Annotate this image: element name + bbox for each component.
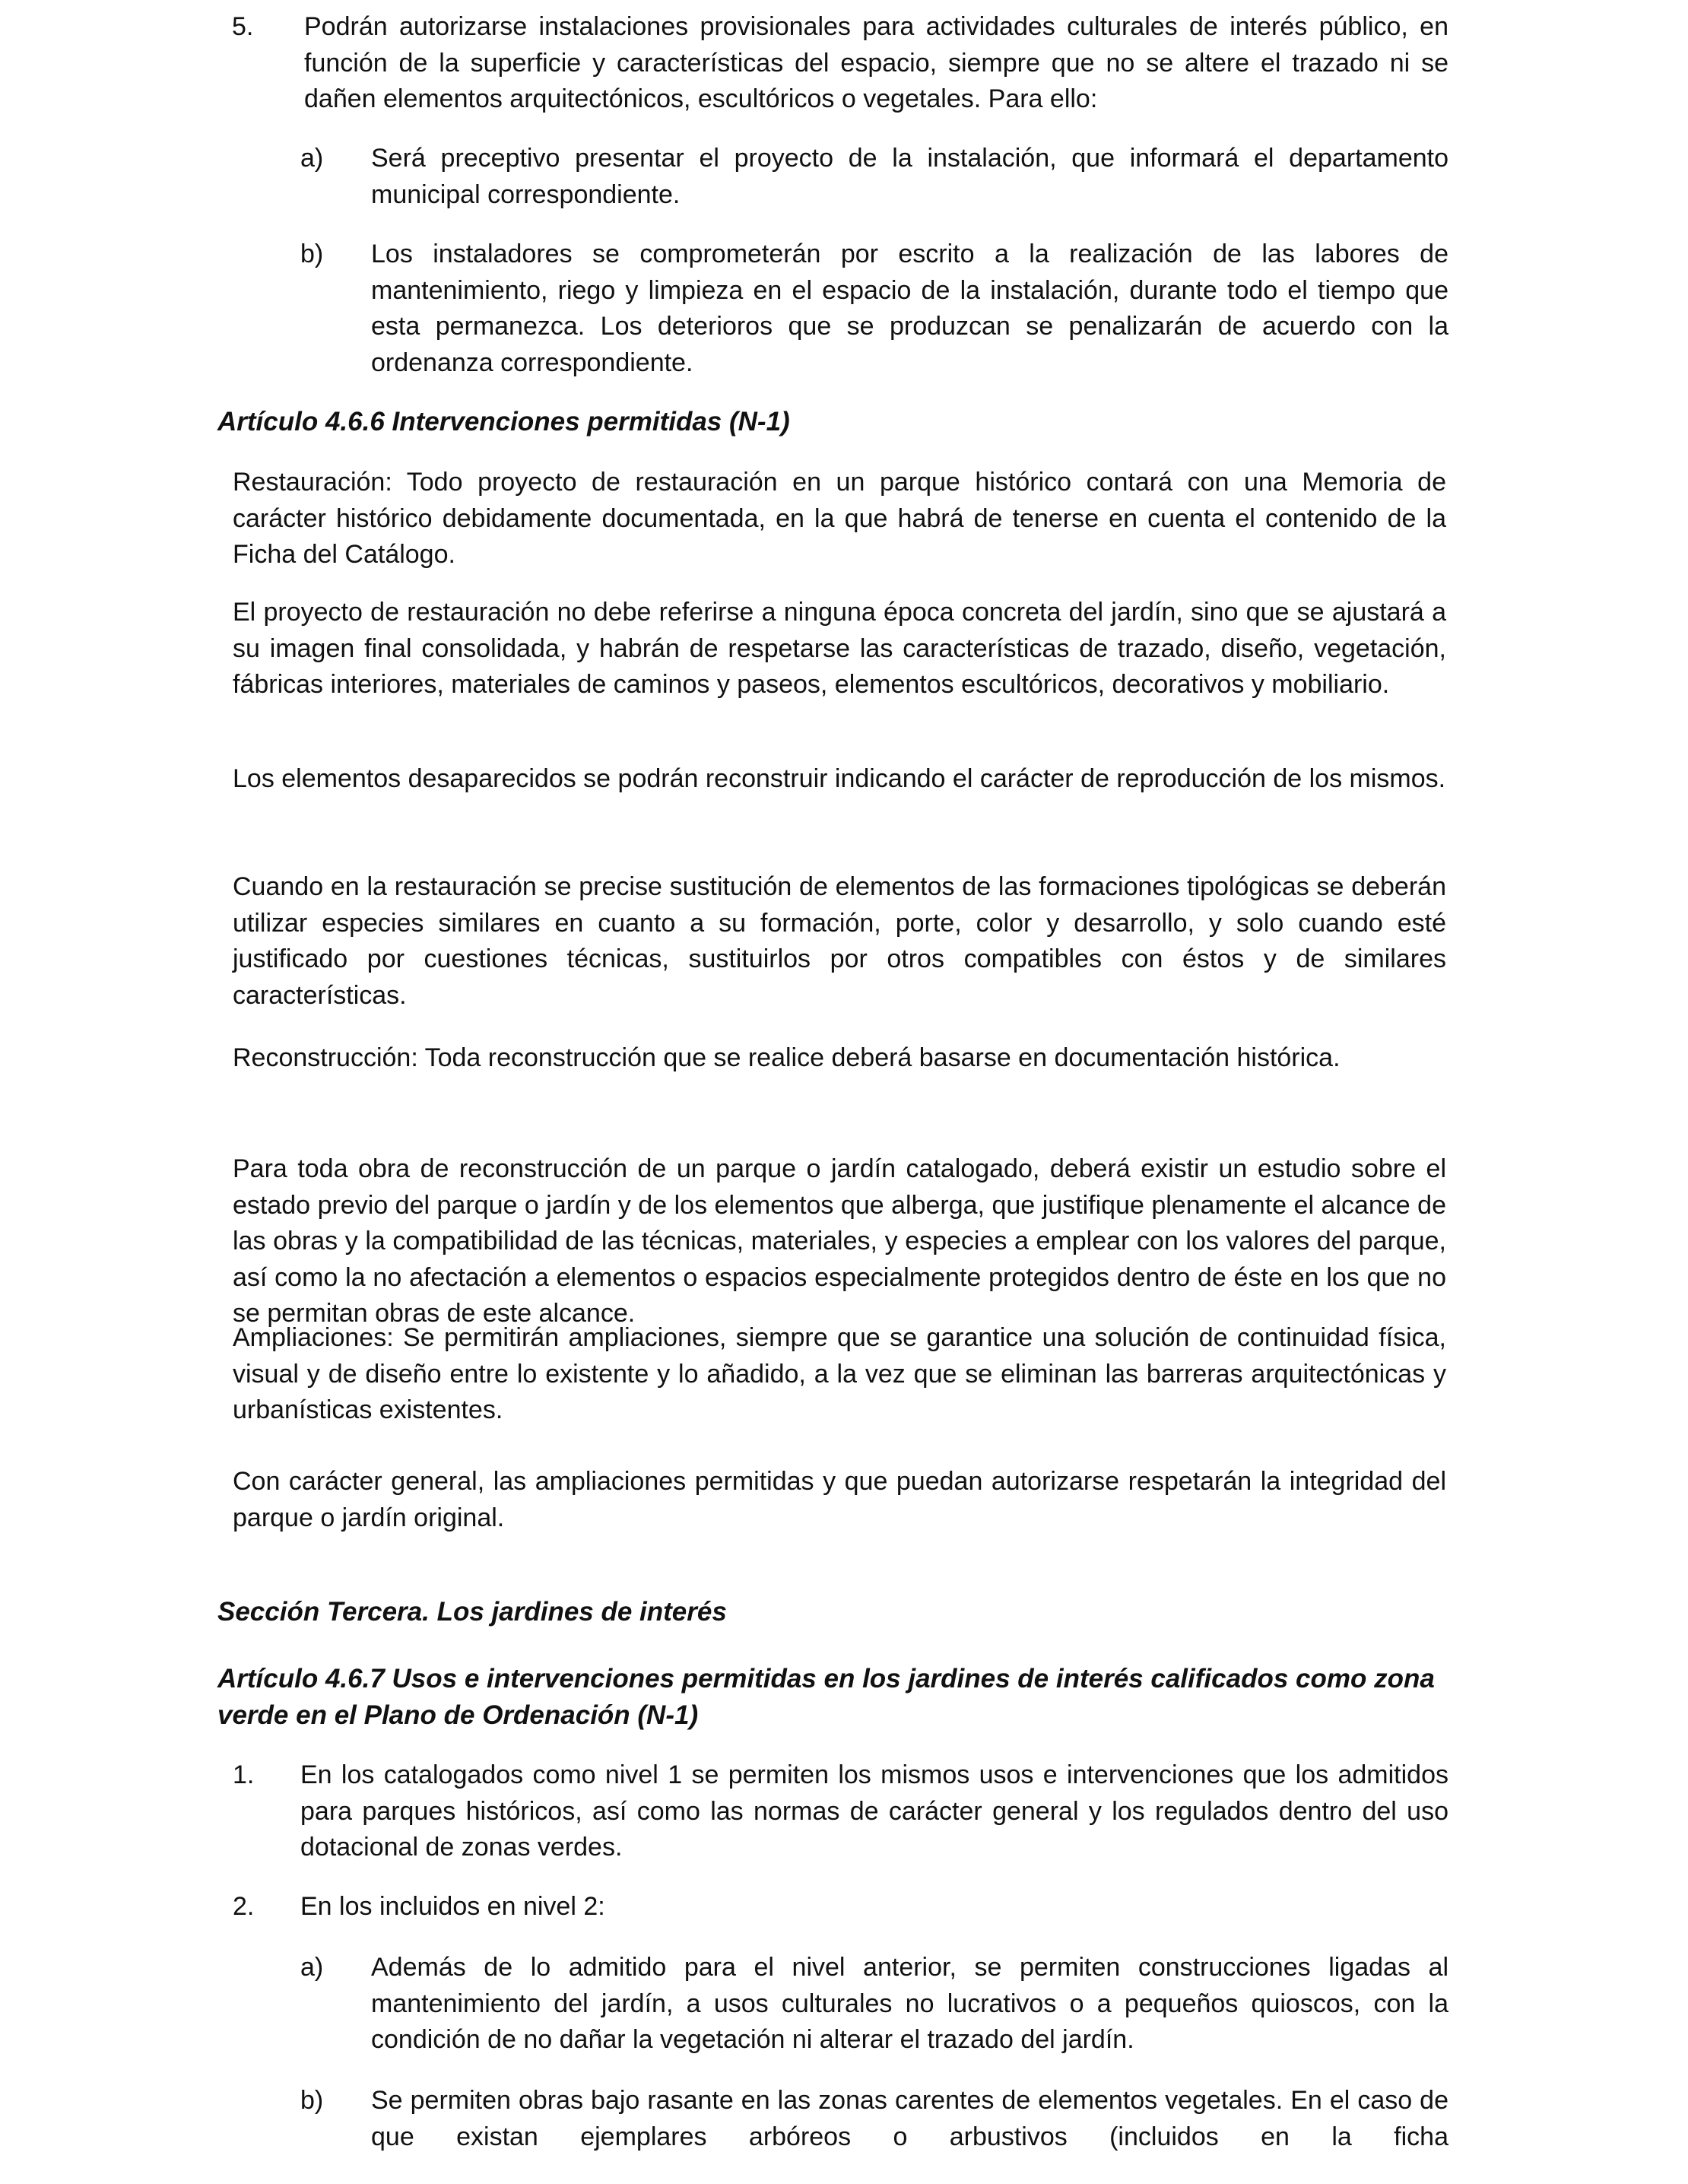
paragraph-elementos: Los elementos desaparecidos se podrán reconstruir indicando el carácter de reproducción de los mismos. [233,764,1446,793]
item-2b-text: Se permiten obras bajo rasante en las zonas carentes de elementos vegetales. En el caso de que existan ejemplares arbóreos o arbustivos (incluidos en la ficha [371,2086,1448,2151]
item-5a-label: a) [300,144,324,173]
paragraph-restauracion: Restauración: Todo proyecto de restauración en un parque histórico contará con una Memoria de carácter histórico debidamente documentada, en la que habrá de tenerse en cuenta el contenido de la Ficha del Catálogo. [233,468,1446,569]
item-2a-text: Además de lo admitido para el nivel anterior, se permiten construcciones ligadas al mantenimiento del jardín, a usos culturales no lucrativos o a pequeños quioscos, con la condición de no dañar la vegetación ni alterar el trazado del jardín. [371,1953,1448,2054]
paragraph-reconstruccion: Reconstrucción: Toda reconstrucción que se realice deberá basarse en documentación histórica. [233,1043,1341,1072]
item-5-text: Podrán autorizarse instalaciones provisionales para actividades culturales de interés público, en función de la superficie y características del espacio, siempre que no se altere el trazado ni se dañen elementos arquitectónicos, escultóricos o vegetales. Para ello: [304,12,1448,113]
item-2-number: 2. [233,1892,255,1921]
item-5-number: 5. [232,12,254,41]
paragraph-obra-reconstruccion: Para toda obra de reconstrucción de un parque o jardín catalogado, deberá existir un estudio sobre el estado previo del parque o jardín y de los elementos que alberga, que justifique plenamente el alcance de las obras y la compatibilidad de las técnicas, materiales, y especies a emplear con los valores del parque, así como la no afectación a elementos o espacios especialmente protegidos dentro de éste en los que no se permitan obras de este alcance. [233,1154,1446,1328]
paragraph-ampliaciones: Ampliaciones: Se permitirán ampliaciones, siempre que se garantice una solución de continuidad física, visual y de diseño entre lo existente y lo añadido, a la vez que se eliminan las barreras arquitectónicas y urbanísticas existentes. [233,1323,1446,1424]
item-2b-label: b) [300,2086,324,2115]
item-5b-label: b) [300,240,324,268]
paragraph-sustitucion: Cuando en la restauración se precise sustitución de elementos de las formaciones tipológicas se deberán utilizar especies similares en cuanto a su formación, porte, color y desarrollo, y solo cuando esté justificado por cuestiones técnicas, sustituirlos por otros compatibles con éstos y de similares características. [233,872,1446,1010]
item-1-text: En los catalogados como nivel 1 se permiten los mismos usos e intervenciones que los admitidos para parques históricos, así como las normas de carácter general y los regulados dentro del uso dotacional de zonas verdes. [300,1760,1448,1862]
article-4-6-7-heading: Artículo 4.6.7 Usos e intervenciones permitidas en los jardines de interés calificados como zona verde en el Plano de Ordenación (N-1) [217,1664,1435,1730]
item-5a-text: Será preceptivo presentar el proyecto de la instalación, que informará el departamento municipal correspondiente. [371,144,1448,209]
item-1-number: 1. [233,1760,255,1789]
item-5b-text: Los instaladores se comprometerán por escrito a la realización de las labores de mantenimiento, riego y limpieza en el espacio de la instalación, durante todo el tiempo que esta permanezca. Los deterioros que se produzcan se penalizarán de acuerdo con la ordenanza correspondiente. [371,240,1448,377]
paragraph-proyecto: El proyecto de restauración no debe referirse a ninguna época concreta del jardín, sino que se ajustará a su imagen final consolidada, y habrán de respetarse las características de trazado, diseño, vegetación, fábricas interiores, materiales de caminos y paseos, elementos escultóricos, decorativos y mobiliario. [233,598,1446,699]
article-4-6-6-heading: Artículo 4.6.6 Intervenciones permitidas (N-1) [217,407,790,436]
item-2a-label: a) [300,1953,324,1982]
section-tercera-heading: Sección Tercera. Los jardines de interés [217,1597,727,1627]
item-2-text: En los incluidos en nivel 2: [300,1892,605,1921]
paragraph-caracter-general: Con carácter general, las ampliaciones permitidas y que puedan autorizarse respetarán la integridad del parque o jardín original. [233,1467,1446,1532]
